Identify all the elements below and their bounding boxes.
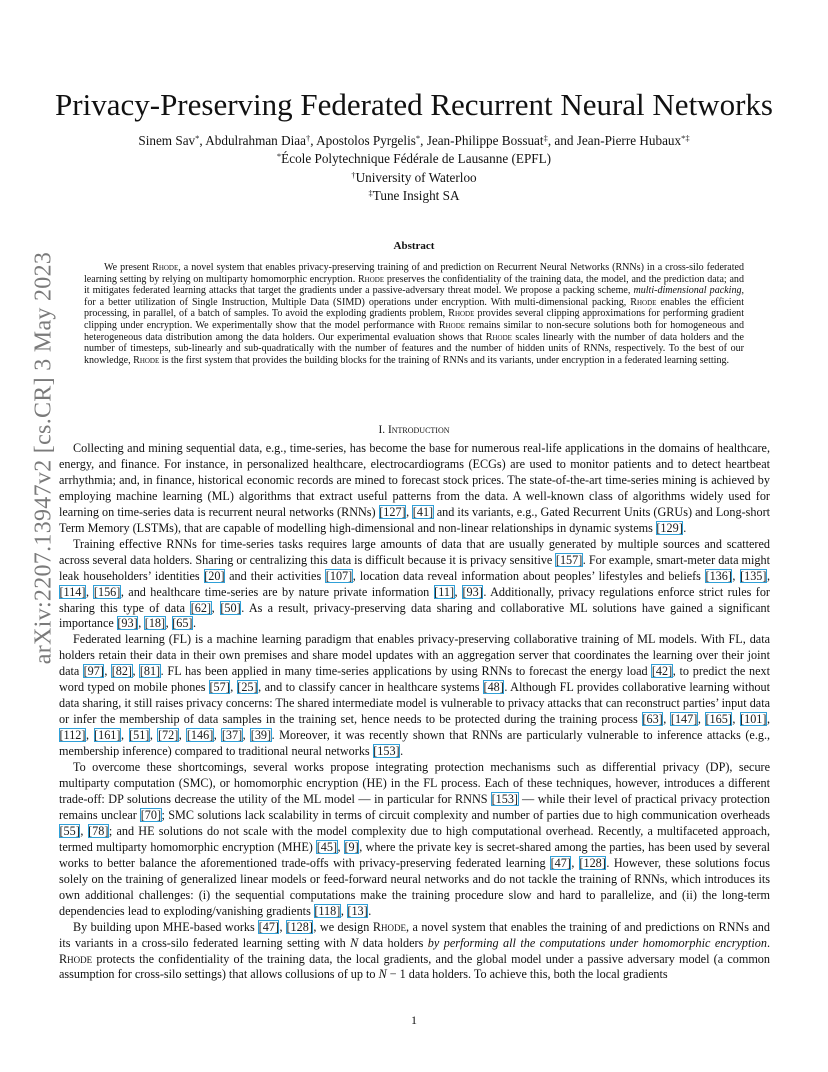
citation-link[interactable]: [128] <box>579 855 606 870</box>
citation-link[interactable]: [118] <box>314 903 341 918</box>
citation-link[interactable]: [101] <box>740 712 767 727</box>
citation-link[interactable]: [39] <box>250 728 272 743</box>
section-heading: I. Introduction <box>378 424 450 436</box>
citation-link[interactable]: [147] <box>670 712 698 727</box>
citation-link[interactable]: [51] <box>129 728 150 743</box>
citation-link[interactable]: [50] <box>220 600 241 615</box>
paragraph: Training effective RNNs for time-series tasks requires large amounts of data that are usually generated by multiple sources and scattered across several data holders. Sharing or centralizing this data is difficult because it is privacy sensitive [157]. For example, smart-meter data might leak householders’ identities [20] and their activities [107], location data reveal information about peoples’ lifestyles and beliefs [136], [135], [114], [156], and healthcare time-series are by nature private information [11], [93]. Additionally, privacy regulations enforce strict rules for sharing this type of data [62], [50]. As a result, privacy-preserving data sharing and collaborative ML solutions have gained a significant importance [93], [18], [65]. <box>59 536 771 631</box>
citation-link[interactable]: [78] <box>88 823 109 838</box>
citation-link[interactable]: [9] <box>344 839 359 854</box>
citation-link[interactable]: [48] <box>483 680 504 695</box>
citation-link[interactable]: [127] <box>379 504 406 519</box>
citation-link[interactable]: [112] <box>59 728 86 743</box>
citation-link[interactable]: [135] <box>740 568 767 583</box>
citation-link[interactable]: [157] <box>555 552 583 567</box>
citation-link[interactable]: [114] <box>59 584 86 599</box>
citation-link[interactable]: [62] <box>190 600 212 615</box>
citation-link[interactable]: [20] <box>204 568 225 583</box>
citation-link[interactable]: [65] <box>172 616 193 631</box>
paragraph: By building upon MHE-based works [47], [128], we design Rhode, a novel system that enables the training of and predictions on RNNs and its variants in a cross-silo federated learning setting with N data holders by performing all the computations under homomorphic encryption. Rhode protects the confidentiality of the training data, the local gradients, and the global model under a passive adversary model (a common assumption for cross-silo settings) that allows collusions of up to N − 1 data holders. To achieve this, both the local gradients <box>59 919 770 982</box>
citation-link[interactable]: [55] <box>59 823 80 838</box>
citation-link[interactable]: [153] <box>373 744 400 759</box>
citation-link[interactable]: [161] <box>94 728 121 743</box>
citation-link[interactable]: [156] <box>93 584 121 599</box>
citation-link[interactable]: [93] <box>117 616 138 631</box>
citation-link[interactable]: [57] <box>209 680 230 695</box>
abstract <box>84 262 744 366</box>
citation-link[interactable]: [81] <box>139 664 161 679</box>
arxiv-stamp: arXiv:2207.13947v2 [cs.CR] 3 May 2023 <box>30 251 57 665</box>
paper-title: Privacy-Preserving Federated Recurrent Neural Networks <box>55 87 773 122</box>
citation-link[interactable]: [47] <box>550 855 571 870</box>
affiliation-waterloo: †University of Waterloo <box>351 169 477 185</box>
citation-link[interactable]: [13] <box>347 903 368 918</box>
citation-link[interactable]: [45] <box>316 839 338 854</box>
citation-link[interactable]: [146] <box>186 728 214 743</box>
citation-link[interactable]: [47] <box>258 919 279 934</box>
author-block <box>0 132 828 206</box>
paragraph: Collecting and mining sequential data, e.g., time-series, has become the base for numerous real-life applications in the domains of healthcare, energy, and finance. For instance, in personalized healthcare, electrocardiograms (ECGs) are used to monitor patients and to detect heartbeat arrhythmia; and, in finance, historical economic records are mined to forecast stock prices. The state-of-the-art time-series mining is achieved by employing machine learning (ML) algorithms that extract useful patterns from the data. A well-known class of algorithms widely used for learning on time-series data is recurrent neural networks (RNNs) [127], [41] and its variants, e.g., Gated Recurrent Units (GRUs) and Long-short Term Memory (LSTMs), that are capable of modelling high-dimensional and non-linear relationships in dynamic systems [129]. <box>59 441 771 535</box>
citation-link[interactable]: [25] <box>237 680 258 695</box>
citation-link[interactable]: [11] <box>434 584 455 599</box>
citation-link[interactable]: [153] <box>491 791 518 806</box>
introduction-body <box>59 441 770 983</box>
citation-link[interactable]: [37] <box>221 728 243 743</box>
citation-link[interactable]: [165] <box>705 712 732 727</box>
citation-link[interactable]: [97] <box>83 664 104 679</box>
citation-link[interactable]: [93] <box>462 584 483 599</box>
citation-link[interactable]: [128] <box>286 919 313 934</box>
citation-link[interactable]: [72] <box>157 728 179 743</box>
citation-link[interactable]: [41] <box>412 504 434 519</box>
author-names: Sinem Sav*, Abdulrahman Diaa†, Apostolos Pyrgelis*, Jean-Philippe Bossuat‡, and Jean-Pierre Hubaux*‡ <box>138 133 690 148</box>
citation-link[interactable]: [70] <box>140 807 162 822</box>
citation-link[interactable]: [107] <box>325 568 353 583</box>
affiliation-tune-insight: ‡Tune Insight SA <box>368 188 460 204</box>
citation-link[interactable]: [129] <box>656 520 683 535</box>
paragraph: To overcome these shortcomings, several works propose integrating protection mechanisms such as differential privacy (DP), secure multiparty computation (SMC), or homomorphic encryption (HE) in the FL process. Each of these techniques, however, introduces a different trade-off: DP solutions decrease the utility of the ML model — in particular for RNNS [153] — while their level of practical privacy protection remains unclear [70]; SMC solutions lack scalability in terms of circuit complexity and number of parties due to high communication overheads [55], [78]; and HE solutions do not scale with the model complexity due to high computational overhead. Recently, a multifaceted approach, termed multiparty homomorphic encryption (MHE) [45], [9], where the private key is secret-shared among the parties, has been used by several works to better balance the aforementioned trade-offs with privacy-preserving federated learning [47], [128]. However, these solutions focus solely on the training of generalized linear models or feed-forward neural networks and do not tackle the training of RNNs, which introduces its own additional challenges: (i) the sequential computations make the training procedure slow and hard to parallelize, and (ii) the long-term dependencies lead to exploding/vanishing gradients [118], [13]. <box>59 760 771 918</box>
citation-link[interactable]: [18] <box>144 616 166 631</box>
page-number: 1 <box>411 1013 417 1027</box>
citation-link[interactable]: [42] <box>651 664 673 679</box>
abstract-text: We present Rhode, a novel system that enables privacy-preserving training of and prediction on Recurrent Neural Networks (RNNs) in a cross-silo federated learning setting by relying on multiparty homomorphic encryption. Rhode preserves the confidentiality of the training data, the model, and the prediction data; and it mitigates federated learning attacks that target the gradients under a passive-adversary threat model. We propose a packing scheme, multi-dimensional packing, for a better utilization of Single Instruction, Multiple Data (SIMD) operations under encryption. With multi-dimensional packing, Rhode enables the efficient processing, in parallel, of a batch of samples. To avoid the exploding gradients problem, Rhode provides several clipping approximations for performing gradient clipping under encryption. We experimentally show that the model performance with Rhode remains similar to non-secure solutions both for homogeneous and heterogeneous data distribution among the data holders. Our experimental evaluation shows that Rhode scales linearly with the number of data holders and the number of timesteps, sub-linearly and sub-quadratically with the number of features and the number of hidden units of RNNs, respectively. To the best of our knowledge, Rhode is the first system that provides the building blocks for the training of RNNs and its variants, under encryption in a federated learning setting. <box>84 262 745 366</box>
affiliation-epfl: *École Polytechnique Fédérale de Lausanne (EPFL) <box>276 151 552 167</box>
citation-link[interactable]: [82] <box>111 664 132 679</box>
citation-link[interactable]: [63] <box>642 712 663 727</box>
paragraph: Federated learning (FL) is a machine learning paradigm that enables privacy-preserving collaborative training of ML models. With FL, data holders retain their data in their own premises and share model updates with an aggregation server that coordinates the learning over their joint data [97], [82], [81]. FL has been applied in many time-series applications by using RNNs to forecast the energy load [42], to predict the next word typed on mobile phones [57], [25], and to classify cancer in healthcare systems [48]. Although FL provides collaborative learning without data sharing, it still raises privacy concerns: The shared intermediate model is vulnerable to privacy attacks that can reconstruct parties’ input data or infer the membership of data samples in the training set, hence needs to be protected during the training process [63], [147], [165], [101], [112], [161], [51], [72], [146], [37], [39]. Moreover, it was recently shown that RNNs are particularly vulnerable to inference attacks (e.g., membership inference) compared to traditional neural networks [153]. <box>59 632 771 759</box>
abstract-heading: Abstract <box>393 240 435 252</box>
citation-link[interactable]: [136] <box>705 568 732 583</box>
